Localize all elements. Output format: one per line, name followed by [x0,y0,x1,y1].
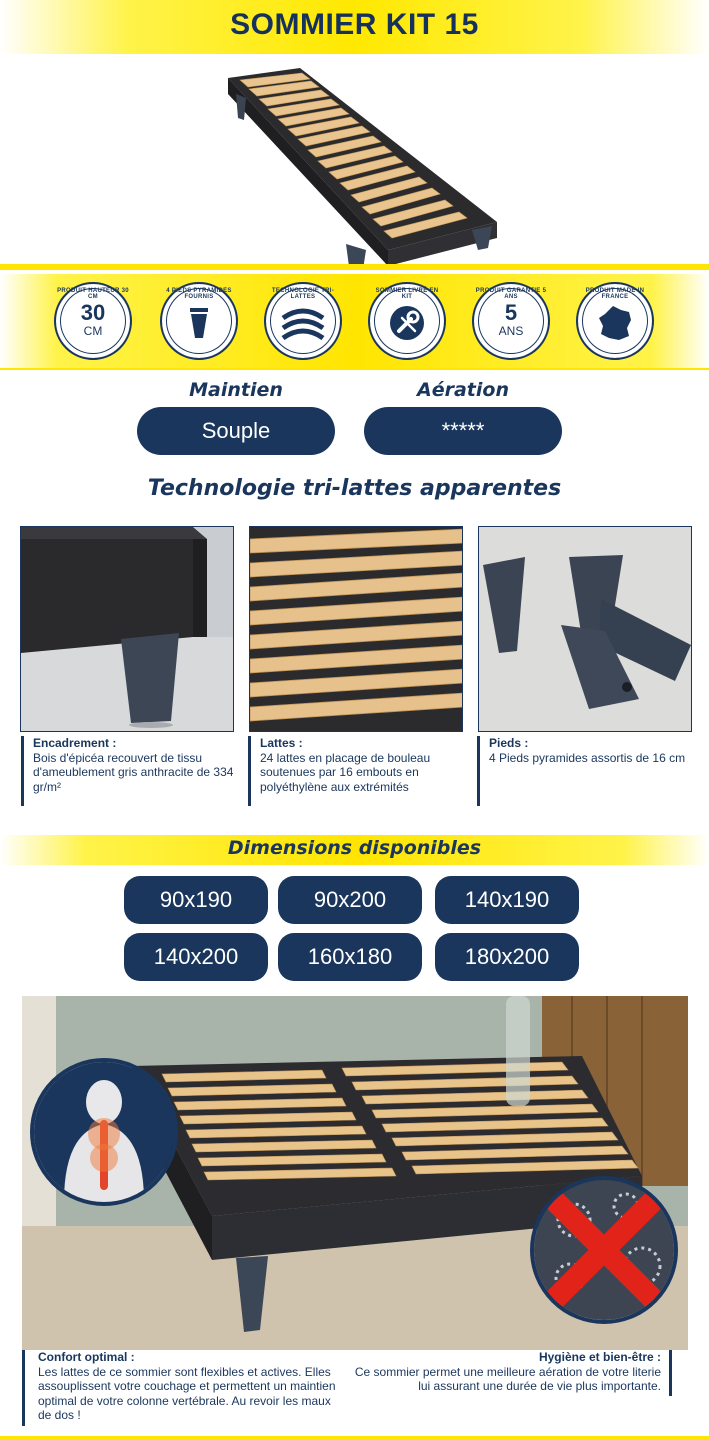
badge-ring-text: PRODUIT GARANTIE 5 ANS [475,288,547,300]
france-map-icon [595,304,635,342]
divider-yellow [0,368,709,370]
dimension-option[interactable]: 140x200 [124,933,268,981]
feature-slats-text: 24 lattes en placage de bouleau soutenues par 16 embouts en polyéthylène aux extrémités [260,750,431,794]
feature-frame [21,736,239,806]
dimension-option[interactable]: 140x190 [435,876,579,924]
aeration-label: Aération [417,379,509,401]
comfort-caption [22,1350,342,1426]
badge-ring-text: PRODUIT MADE IN FRANCE [585,288,645,300]
feature-legs-title: Pieds : [489,736,529,750]
badge-ring-text: TECHNOLOGIE TRI-LATTES [271,288,335,300]
bed-base-illustration [0,54,709,264]
spine-illustration [30,1058,178,1206]
no-mites-illustration [530,1176,678,1324]
maintien-label: Maintien [189,379,283,401]
photo-frame [20,526,234,732]
badge-warranty-value: 5 [504,300,518,325]
badge-ring-text: SOMMIER LIVRÉ EN KIT [375,288,439,300]
photo-slats [249,526,463,732]
hygiene-title: Hygiène et bien-être : [538,1350,661,1364]
badge-height-unit: CM [83,324,103,338]
slats-icon [281,306,325,340]
dimension-option[interactable]: 160x180 [278,933,422,981]
badges-band [0,274,709,368]
hygiene-caption [346,1350,672,1396]
dimensions-title: Dimensions disponibles [227,837,482,859]
badge-warranty-unit: ANS [498,324,524,338]
badge-height-value: 30 [80,300,106,325]
badge-ring-text: 4 PIEDS PYRAMIDES FOURNIS [166,288,232,300]
badge-made-in-france [576,282,654,360]
feature-legs-text: 4 Pieds pyramides assortis de 16 cm [489,750,686,765]
badge-height [54,282,132,360]
badge-ring-text: PRODUIT HAUTEUR 30 CM [57,288,129,300]
badge-kit [368,282,446,360]
badge-pyramid-legs [160,282,238,360]
technology-title: Technologie tri-lattes apparentes [147,476,562,501]
title-band [0,0,709,54]
dimensions-band [0,835,709,865]
dimension-option[interactable]: 90x190 [124,876,268,924]
feature-frame-title: Encadrement : [33,736,117,750]
footer-yellow-line [0,1436,709,1440]
aeration-value-pill: ***** [364,407,562,455]
dimension-option[interactable]: 90x200 [278,876,422,924]
badge-tri-lattes [264,282,342,360]
feature-slats-title: Lattes : [260,736,303,750]
comfort-title: Confort optimal : [38,1350,135,1364]
maintien-value-pill: Souple [137,407,335,455]
dimension-option[interactable]: 180x200 [435,933,579,981]
hero-product-image [0,54,709,264]
page-title: SOMMIER KIT 15 [230,8,479,41]
photo-legs [478,526,692,732]
divider-yellow [0,264,709,270]
feature-frame-text: Bois d'épicéa recouvert de tissu d'ameublement gris anthracite de 334 gr/m² [33,750,234,794]
pyramid-leg-icon [184,306,214,340]
badge-warranty [472,282,550,360]
feature-slats [248,736,466,806]
comfort-text: Les lattes de ce sommier sont flexibles et actives. Elles assouplissent votre couchage et permettent un maintien optimal de votre colonne vertébrale. Au revoir les maux de dos ! [38,1364,336,1422]
hygiene-text: Ce sommier permet une meilleure aération de votre literie lui assurant une durée de vie plus importante. [354,1364,661,1393]
tools-icon [388,304,426,342]
feature-legs [477,736,695,806]
